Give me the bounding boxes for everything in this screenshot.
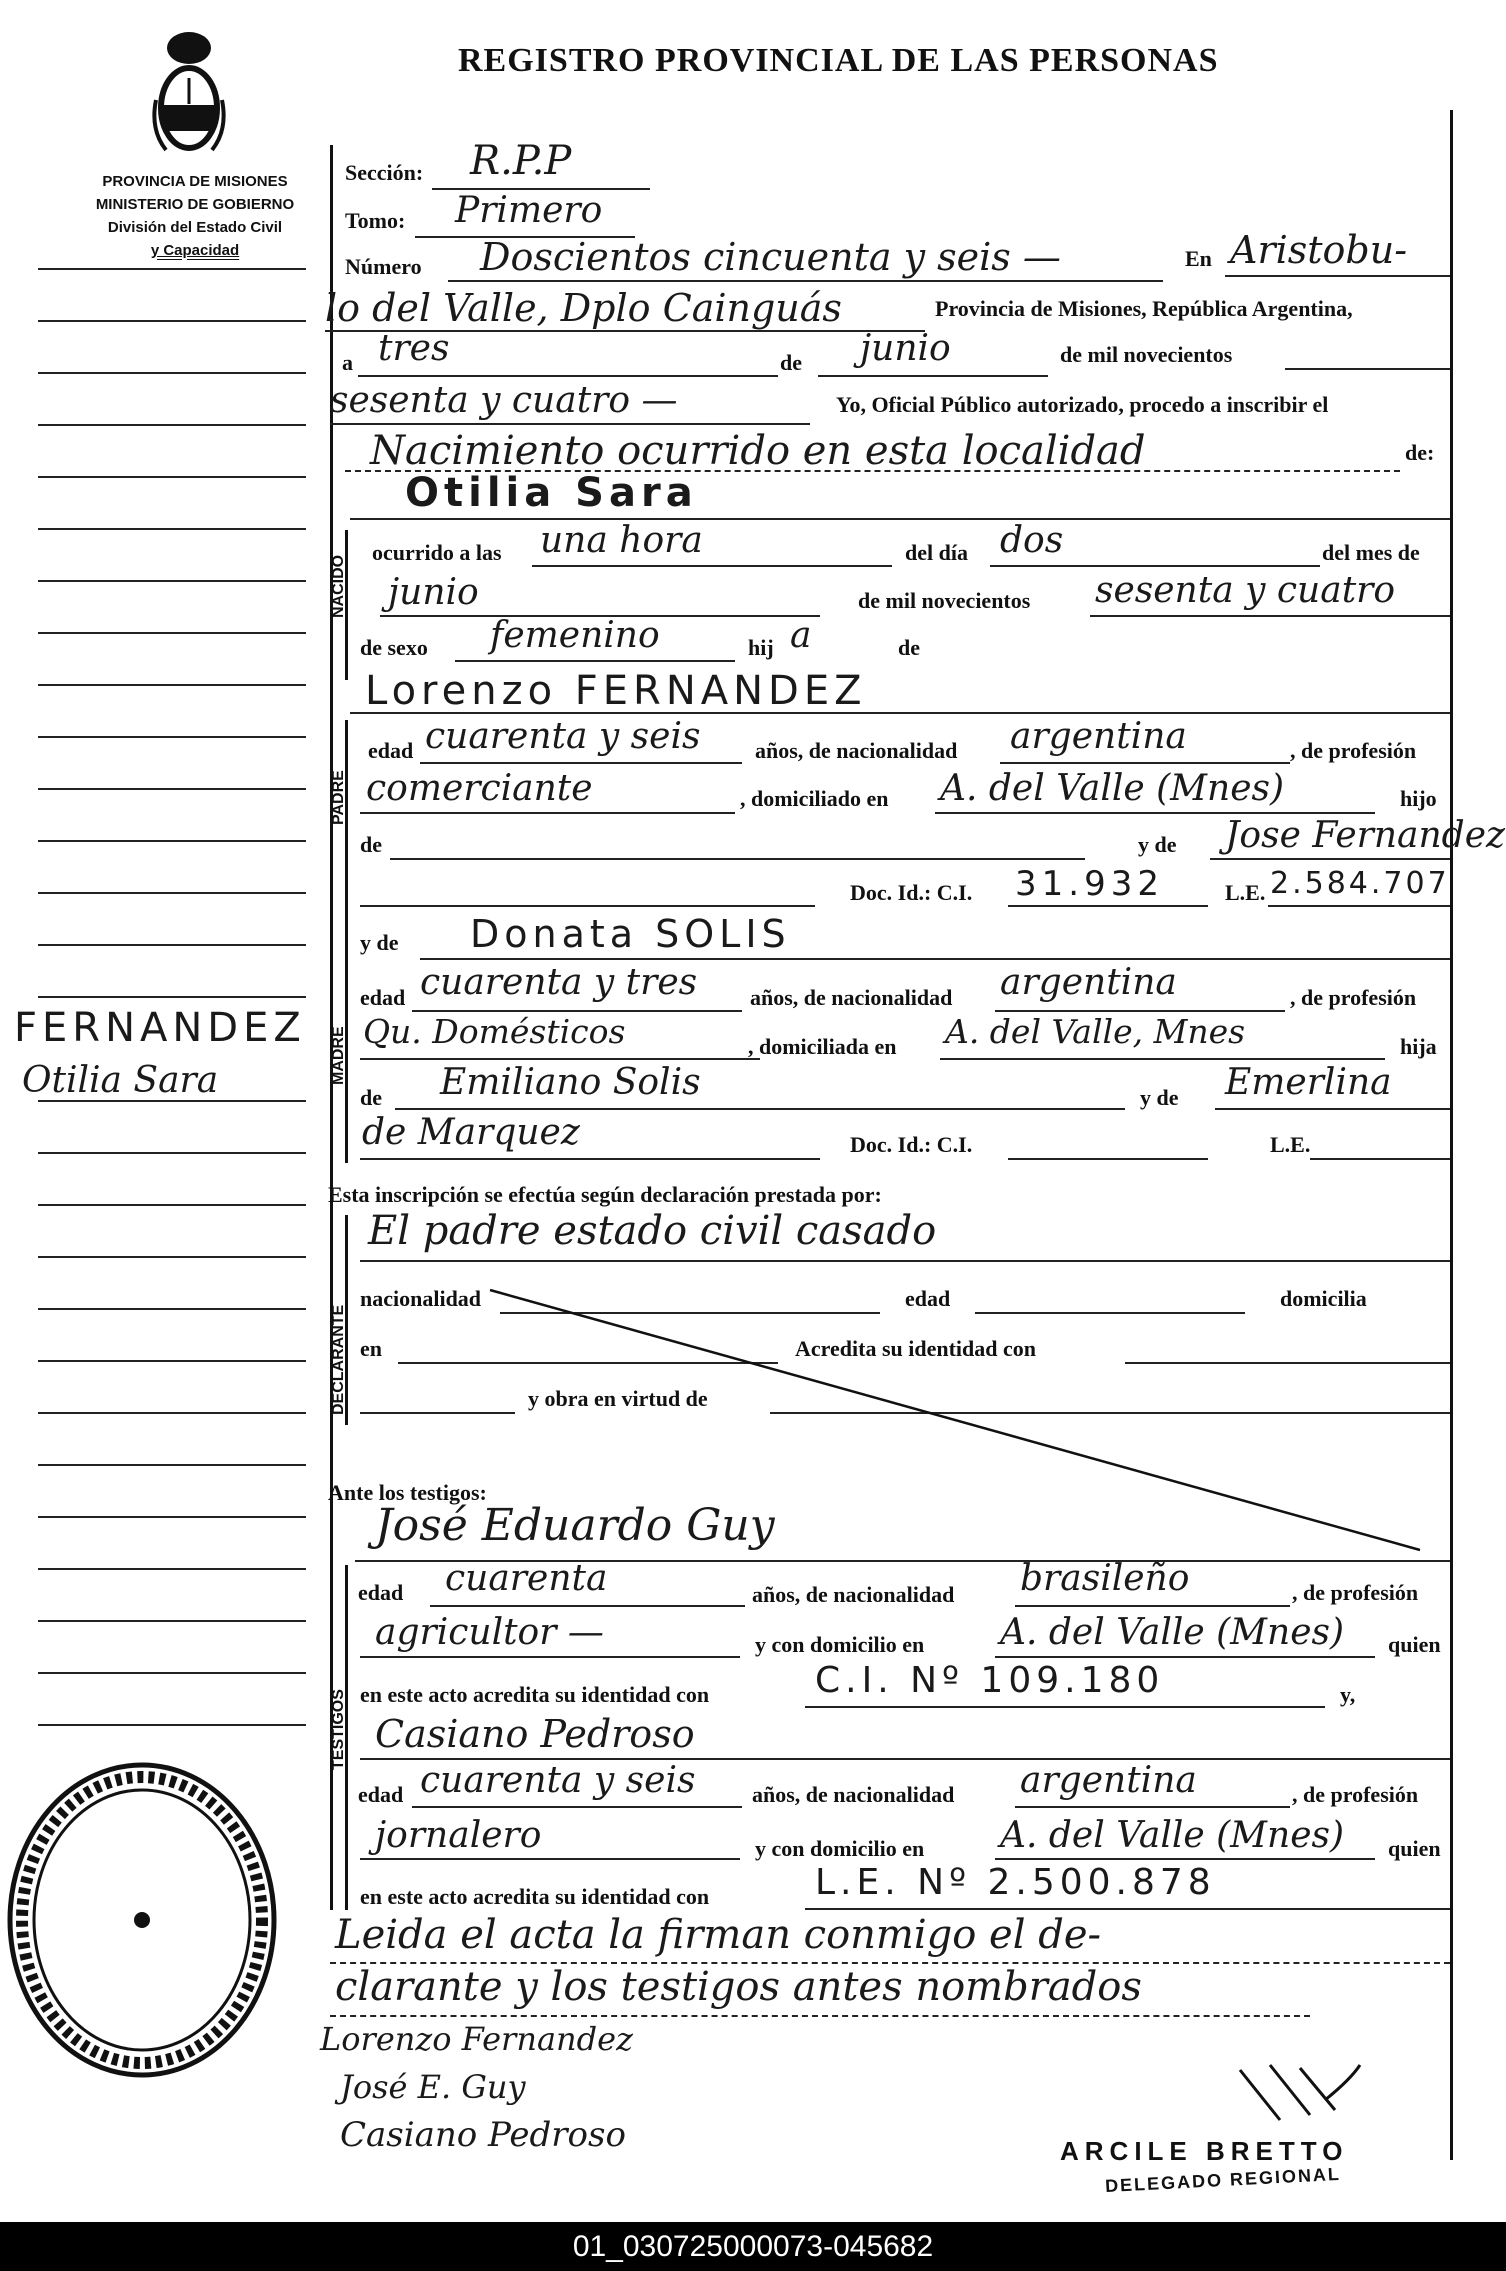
value-madre-nac: argentina <box>1000 962 1177 1003</box>
label-madre-doc: Doc. Id.: C.I. <box>850 1132 973 1157</box>
value-t1-dom: A. del Valle (Mnes) <box>1000 1612 1345 1653</box>
label-padre-nac: años, de nacionalidad <box>755 738 958 763</box>
side-label-madre: MADRE <box>330 1026 347 1085</box>
value-madre-madre-1: Emerlina <box>1225 1062 1392 1103</box>
field-line <box>412 1806 742 1808</box>
side-label-padre: PADRE <box>330 770 347 825</box>
label-decl-obra: y obra en virtud de <box>528 1386 708 1411</box>
value-madre-padre: Emiliano Solis <box>440 1062 701 1103</box>
label-t1-edad: edad <box>358 1580 404 1605</box>
value-t2-doc: L.E. Nº 2.500.878 <box>815 1862 1216 1903</box>
label-madre-le: L.E. <box>1270 1132 1311 1157</box>
label-padre-prof: , de profesión <box>1290 738 1417 763</box>
label-a: a <box>342 350 353 375</box>
label-t1-quien: quien <box>1388 1632 1441 1657</box>
label-provincia: Provincia de Misiones, República Argentina, <box>935 296 1353 321</box>
label-padre-edad: edad <box>368 738 414 763</box>
field-line <box>805 1908 1450 1910</box>
value-t1-edad: cuarenta <box>445 1558 608 1599</box>
label-sexo: de sexo <box>360 635 428 660</box>
label-en: En <box>1185 246 1212 271</box>
value-place-2: lo del Valle, Dplo Cainguás <box>325 286 842 330</box>
field-line <box>1015 1806 1290 1808</box>
value-closing-2: clarante y los testigos antes nombrados <box>335 1964 1142 2010</box>
label-del-mes: del mes de <box>1322 540 1420 565</box>
value-mes: junio <box>388 572 479 613</box>
label-t2-edad: edad <box>358 1782 404 1807</box>
value-padre-nac: argentina <box>1010 716 1187 757</box>
value-tomo: Primero <box>455 190 603 231</box>
value-padre-padre: Jose Fernandez <box>1225 815 1506 856</box>
signature-testigo-2: Casiano Pedroso <box>340 2115 626 2155</box>
label-de: de <box>780 350 802 375</box>
label-del-dia: del día <box>905 540 968 565</box>
field-line <box>360 1656 740 1658</box>
value-inscribir: Nacimiento ocurrido en esta localidad <box>370 428 1146 474</box>
margin-note-name: Otilia Sara <box>22 1060 219 1101</box>
value-place-1: Aristobu- <box>1230 228 1408 272</box>
label-de-mil: de mil novecientos <box>1060 342 1233 367</box>
issuer-province: PROVINCIA DE MISIONES <box>102 173 288 190</box>
label-yo: Yo, Oficial Público autorizado, procedo a inscribir el <box>836 392 1329 417</box>
label-t2-acto: en este acto acredita su identidad con <box>360 1884 710 1909</box>
field-line <box>805 1706 1325 1708</box>
label-padre-hijo: hijo <box>1400 786 1437 811</box>
issuer-ministry: MINISTERIO DE GOBIERNO <box>95 196 295 213</box>
label-t1-y: y, <box>1340 1682 1356 1707</box>
label-t2-dom: y con domicilio en <box>755 1836 925 1861</box>
label-padre-de: de <box>360 832 382 857</box>
label-decl-en: en <box>360 1336 382 1361</box>
label-madre-nac: años, de nacionalidad <box>750 985 953 1010</box>
label-decl-acredita: Acredita su identidad con <box>795 1336 1037 1361</box>
label-inscripcion: Esta inscripción se efectúa según declaración prestada por: <box>328 1182 882 1207</box>
value-nombre: Otilia Sara <box>405 470 698 516</box>
value-t1-prof: agricultor — <box>375 1612 604 1653</box>
value-madre-edad: cuarenta y tres <box>420 962 698 1003</box>
signature-declarante: Lorenzo Fernandez <box>320 2020 633 2058</box>
value-madre-prof: Qu. Domésticos <box>363 1012 626 1051</box>
side-label-testigos: TESTIGOS <box>330 1689 347 1770</box>
label-de-mil-nov: de mil novecientos <box>858 588 1031 613</box>
label-madre-hija: hija <box>1400 1034 1437 1059</box>
value-t2-nac: argentina <box>1020 1760 1197 1801</box>
value-testigo-2: Casiano Pedroso <box>375 1712 695 1756</box>
value-anio: sesenta y cuatro <box>1095 570 1396 611</box>
label-padre-le: L.E. <box>1225 880 1266 905</box>
label-madre-y-de-2: y de <box>1140 1085 1179 1110</box>
official-name: ARCILE BRETTO <box>1060 2136 1349 2166</box>
label-t1-dom: y con domicilio en <box>755 1632 925 1657</box>
value-mes-texto: junio <box>860 328 951 369</box>
side-label-nacido: NACIDO <box>330 554 347 618</box>
label-ocurrido: ocurrido a las <box>372 540 502 565</box>
label-padre-doc: Doc. Id.: C.I. <box>850 880 973 905</box>
field-line <box>360 1858 740 1860</box>
field-line <box>995 1656 1375 1658</box>
label-de-colon: de: <box>1405 440 1435 465</box>
document-id-footer: 01_030725000073-045682 <box>0 2222 1506 2271</box>
label-t1-nac: años, de nacionalidad <box>752 1582 955 1607</box>
value-madre-dom: A. del Valle, Mnes <box>945 1012 1246 1051</box>
label-madre-dom: , domiciliada en <box>748 1034 897 1059</box>
value-hij-suffix: a <box>790 615 812 656</box>
label-hij: hij <box>748 635 774 660</box>
label-padre-y-de: y de <box>1138 832 1177 857</box>
signature-mark-icon <box>1230 2060 1370 2130</box>
value-sexo: femenino <box>490 615 660 656</box>
value-padre-edad: cuarenta y seis <box>425 716 701 757</box>
value-t1-nac: brasileño <box>1020 1558 1190 1599</box>
value-padre-ci: 31.932 <box>1015 864 1164 904</box>
value-t2-prof: jornalero <box>375 1815 542 1856</box>
value-madre-madre-2: de Marquez <box>362 1112 580 1153</box>
value-seccion: R.P.P <box>470 138 572 184</box>
value-anio-texto: sesenta y cuatro — <box>330 380 678 421</box>
label-madre-edad: edad <box>360 985 406 1010</box>
label-t2-nac: años, de nacionalidad <box>752 1782 955 1807</box>
label-madre-prof: , de profesión <box>1290 985 1417 1010</box>
signature-testigo-1: José E. Guy <box>340 2068 526 2106</box>
label-t1-acto: en este acto acredita su identidad con <box>360 1682 710 1707</box>
value-padre-nombre: Lorenzo FERNANDEZ <box>365 668 867 714</box>
label-tomo: Tomo: <box>345 208 406 233</box>
value-t2-edad: cuarenta y seis <box>420 1760 696 1801</box>
label-padre-dom: , domiciliado en <box>740 786 889 811</box>
label-testigos: Ante los testigos: <box>328 1480 487 1505</box>
label-madre-y-de: y de <box>360 930 399 955</box>
issuer-division: División del Estado Civil <box>107 219 283 236</box>
value-testigo-1: José Eduardo Guy <box>375 1500 775 1551</box>
label-decl-nacionalidad: nacionalidad <box>360 1286 482 1311</box>
value-t2-dom: A. del Valle (Mnes) <box>1000 1815 1345 1856</box>
margin-note-surname: FERNANDEZ <box>14 1005 306 1051</box>
label-numero: Número <box>345 254 422 279</box>
value-padre-prof: comerciante <box>366 768 593 809</box>
issuer-capacity: y Capacidad <box>150 242 240 259</box>
value-padre-le: 2.584.707 <box>1270 866 1450 901</box>
label-decl-domicilia: domicilia <box>1280 1286 1367 1311</box>
field-line <box>1015 1605 1290 1607</box>
value-madre-nombre: Donata SOLIS <box>470 912 791 956</box>
label-t2-prof: , de profesión <box>1292 1782 1419 1807</box>
side-label-declarante: DECLARANTE <box>330 1304 347 1415</box>
value-numero: Doscientos cincuenta y seis — <box>480 235 1061 279</box>
label-de-hij: de <box>898 635 920 660</box>
value-dia: dos <box>1000 520 1064 561</box>
field-line <box>430 1605 745 1607</box>
label-t1-prof: , de profesión <box>1292 1580 1419 1605</box>
official-seal-icon <box>2 1755 292 2085</box>
value-declarante: El padre estado civil casado <box>368 1208 937 1254</box>
value-padre-dom: A. del Valle (Mnes) <box>940 768 1285 809</box>
label-t2-quien: quien <box>1388 1836 1441 1861</box>
label-decl-edad: edad <box>905 1286 951 1311</box>
label-madre-de: de <box>360 1085 382 1110</box>
value-hora: una hora <box>540 520 703 561</box>
value-t1-doc: C.I. Nº 109.180 <box>815 1660 1165 1701</box>
official-title: DELEGADO REGIONAL <box>1104 2163 1342 2197</box>
page-title: REGISTRO PROVINCIAL DE LAS PERSONAS <box>458 42 1219 79</box>
field-line <box>995 1858 1375 1860</box>
value-closing-1: Leida el acta la firman conmigo el de- <box>335 1912 1102 1958</box>
field-line <box>330 2015 1310 2017</box>
label-seccion: Sección: <box>345 160 424 185</box>
value-dia-texto: tres <box>378 328 450 369</box>
